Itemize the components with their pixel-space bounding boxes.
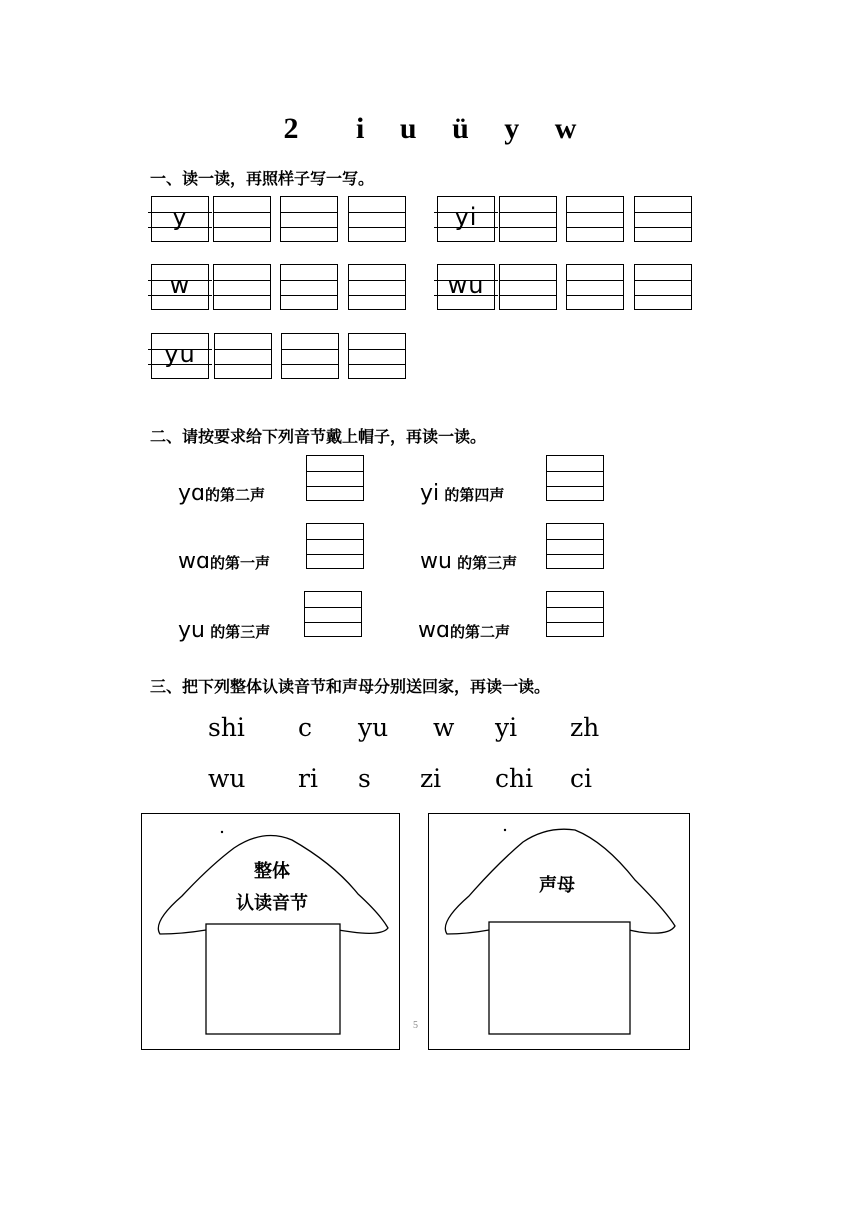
writing-grid[interactable] <box>280 264 338 310</box>
model-syllable: yu <box>164 340 196 368</box>
tone-item-pinyin: yɑ <box>178 481 205 506</box>
syllable: s <box>358 764 371 793</box>
tone-item-label: 的第一声 <box>209 554 270 572</box>
writing-grid[interactable] <box>634 264 692 310</box>
model-syllable: w <box>169 271 191 299</box>
syllable: ri <box>298 764 318 793</box>
house-panel-initials <box>428 813 690 1050</box>
tone-item-pinyin: wɑ <box>178 549 210 574</box>
tone-item-label: 的第二声 <box>449 623 510 641</box>
title-letter: i <box>356 112 365 145</box>
syllable: chi <box>495 764 534 793</box>
model-grid-yi <box>437 196 495 242</box>
writing-grid[interactable] <box>214 333 272 379</box>
syllable: shi <box>208 713 245 742</box>
writing-grid[interactable] <box>348 264 406 310</box>
tone-writing-grid[interactable] <box>306 523 364 569</box>
tone-writing-grid[interactable] <box>546 455 604 501</box>
section3-heading: 三、把下列整体认读音节和声母分别送回家，再读一读。 <box>150 677 551 696</box>
title-letter: y <box>504 112 520 145</box>
tone-writing-grid[interactable] <box>546 523 604 569</box>
syllable: yu <box>358 713 389 742</box>
tone-item <box>418 618 510 643</box>
tone-item-pinyin: wu <box>420 549 452 574</box>
tone-writing-grid[interactable] <box>306 455 364 501</box>
writing-grid[interactable] <box>566 264 624 310</box>
model-grid-wu <box>437 264 495 310</box>
title-letter: w <box>554 112 577 145</box>
tone-item-label: 的第四声 <box>439 486 505 504</box>
tone-item <box>178 618 270 643</box>
section2-heading: 二、请按要求给下列音节戴上帽子，再读一读。 <box>150 427 487 446</box>
writing-grid[interactable] <box>213 264 271 310</box>
tone-item <box>420 481 504 506</box>
syllable: zh <box>570 713 600 742</box>
writing-grid[interactable] <box>348 196 406 242</box>
house-drawing <box>429 814 691 1051</box>
tone-item <box>178 549 270 574</box>
house-label-line: 声母 <box>539 875 575 896</box>
page-title <box>0 112 860 146</box>
syllable: zi <box>420 764 442 793</box>
section1-heading: 一、读一读，再照样子写一写。 <box>150 169 375 188</box>
title-letter: ü <box>452 112 469 145</box>
writing-grid[interactable] <box>566 196 624 242</box>
writing-grid[interactable] <box>213 196 271 242</box>
tone-item-label: 的第三声 <box>204 623 271 641</box>
syllable: yi <box>495 713 518 742</box>
model-syllable: y <box>172 203 188 231</box>
tone-item-pinyin: yi <box>420 481 440 506</box>
writing-grid[interactable] <box>634 196 692 242</box>
writing-grid[interactable] <box>280 196 338 242</box>
syllable: c <box>298 713 313 742</box>
model-syllable: yi <box>454 203 478 231</box>
tone-writing-grid[interactable] <box>304 591 362 637</box>
house-label-line: 整体 <box>254 861 290 882</box>
page-number: 5 <box>413 1020 418 1031</box>
house-label-line: 认读音节 <box>236 893 308 914</box>
house-drawing <box>142 814 401 1051</box>
house-label <box>507 870 607 902</box>
tone-writing-grid[interactable] <box>546 591 604 637</box>
writing-grid[interactable] <box>348 333 406 379</box>
writing-grid[interactable] <box>499 264 557 310</box>
model-grid-yu <box>151 333 209 379</box>
syllable: wu <box>208 764 246 793</box>
tone-item-pinyin: wɑ <box>418 618 450 643</box>
title-number: 2 <box>283 112 299 145</box>
house-label <box>222 856 322 920</box>
syllable: ci <box>570 764 592 793</box>
title-letter: u <box>399 112 417 145</box>
model-grid-w <box>151 264 209 310</box>
syllable: w <box>433 713 455 742</box>
tone-item <box>420 549 517 574</box>
tone-item-label: 的第三声 <box>451 554 518 572</box>
tone-item <box>178 481 265 506</box>
house-panel-whole-syllables <box>141 813 400 1050</box>
model-grid-y <box>151 196 209 242</box>
writing-grid[interactable] <box>499 196 557 242</box>
writing-grid[interactable] <box>281 333 339 379</box>
tone-item-pinyin: yu <box>178 618 205 643</box>
tone-item-label: 的第二声 <box>204 486 265 504</box>
model-syllable: wu <box>447 271 485 299</box>
